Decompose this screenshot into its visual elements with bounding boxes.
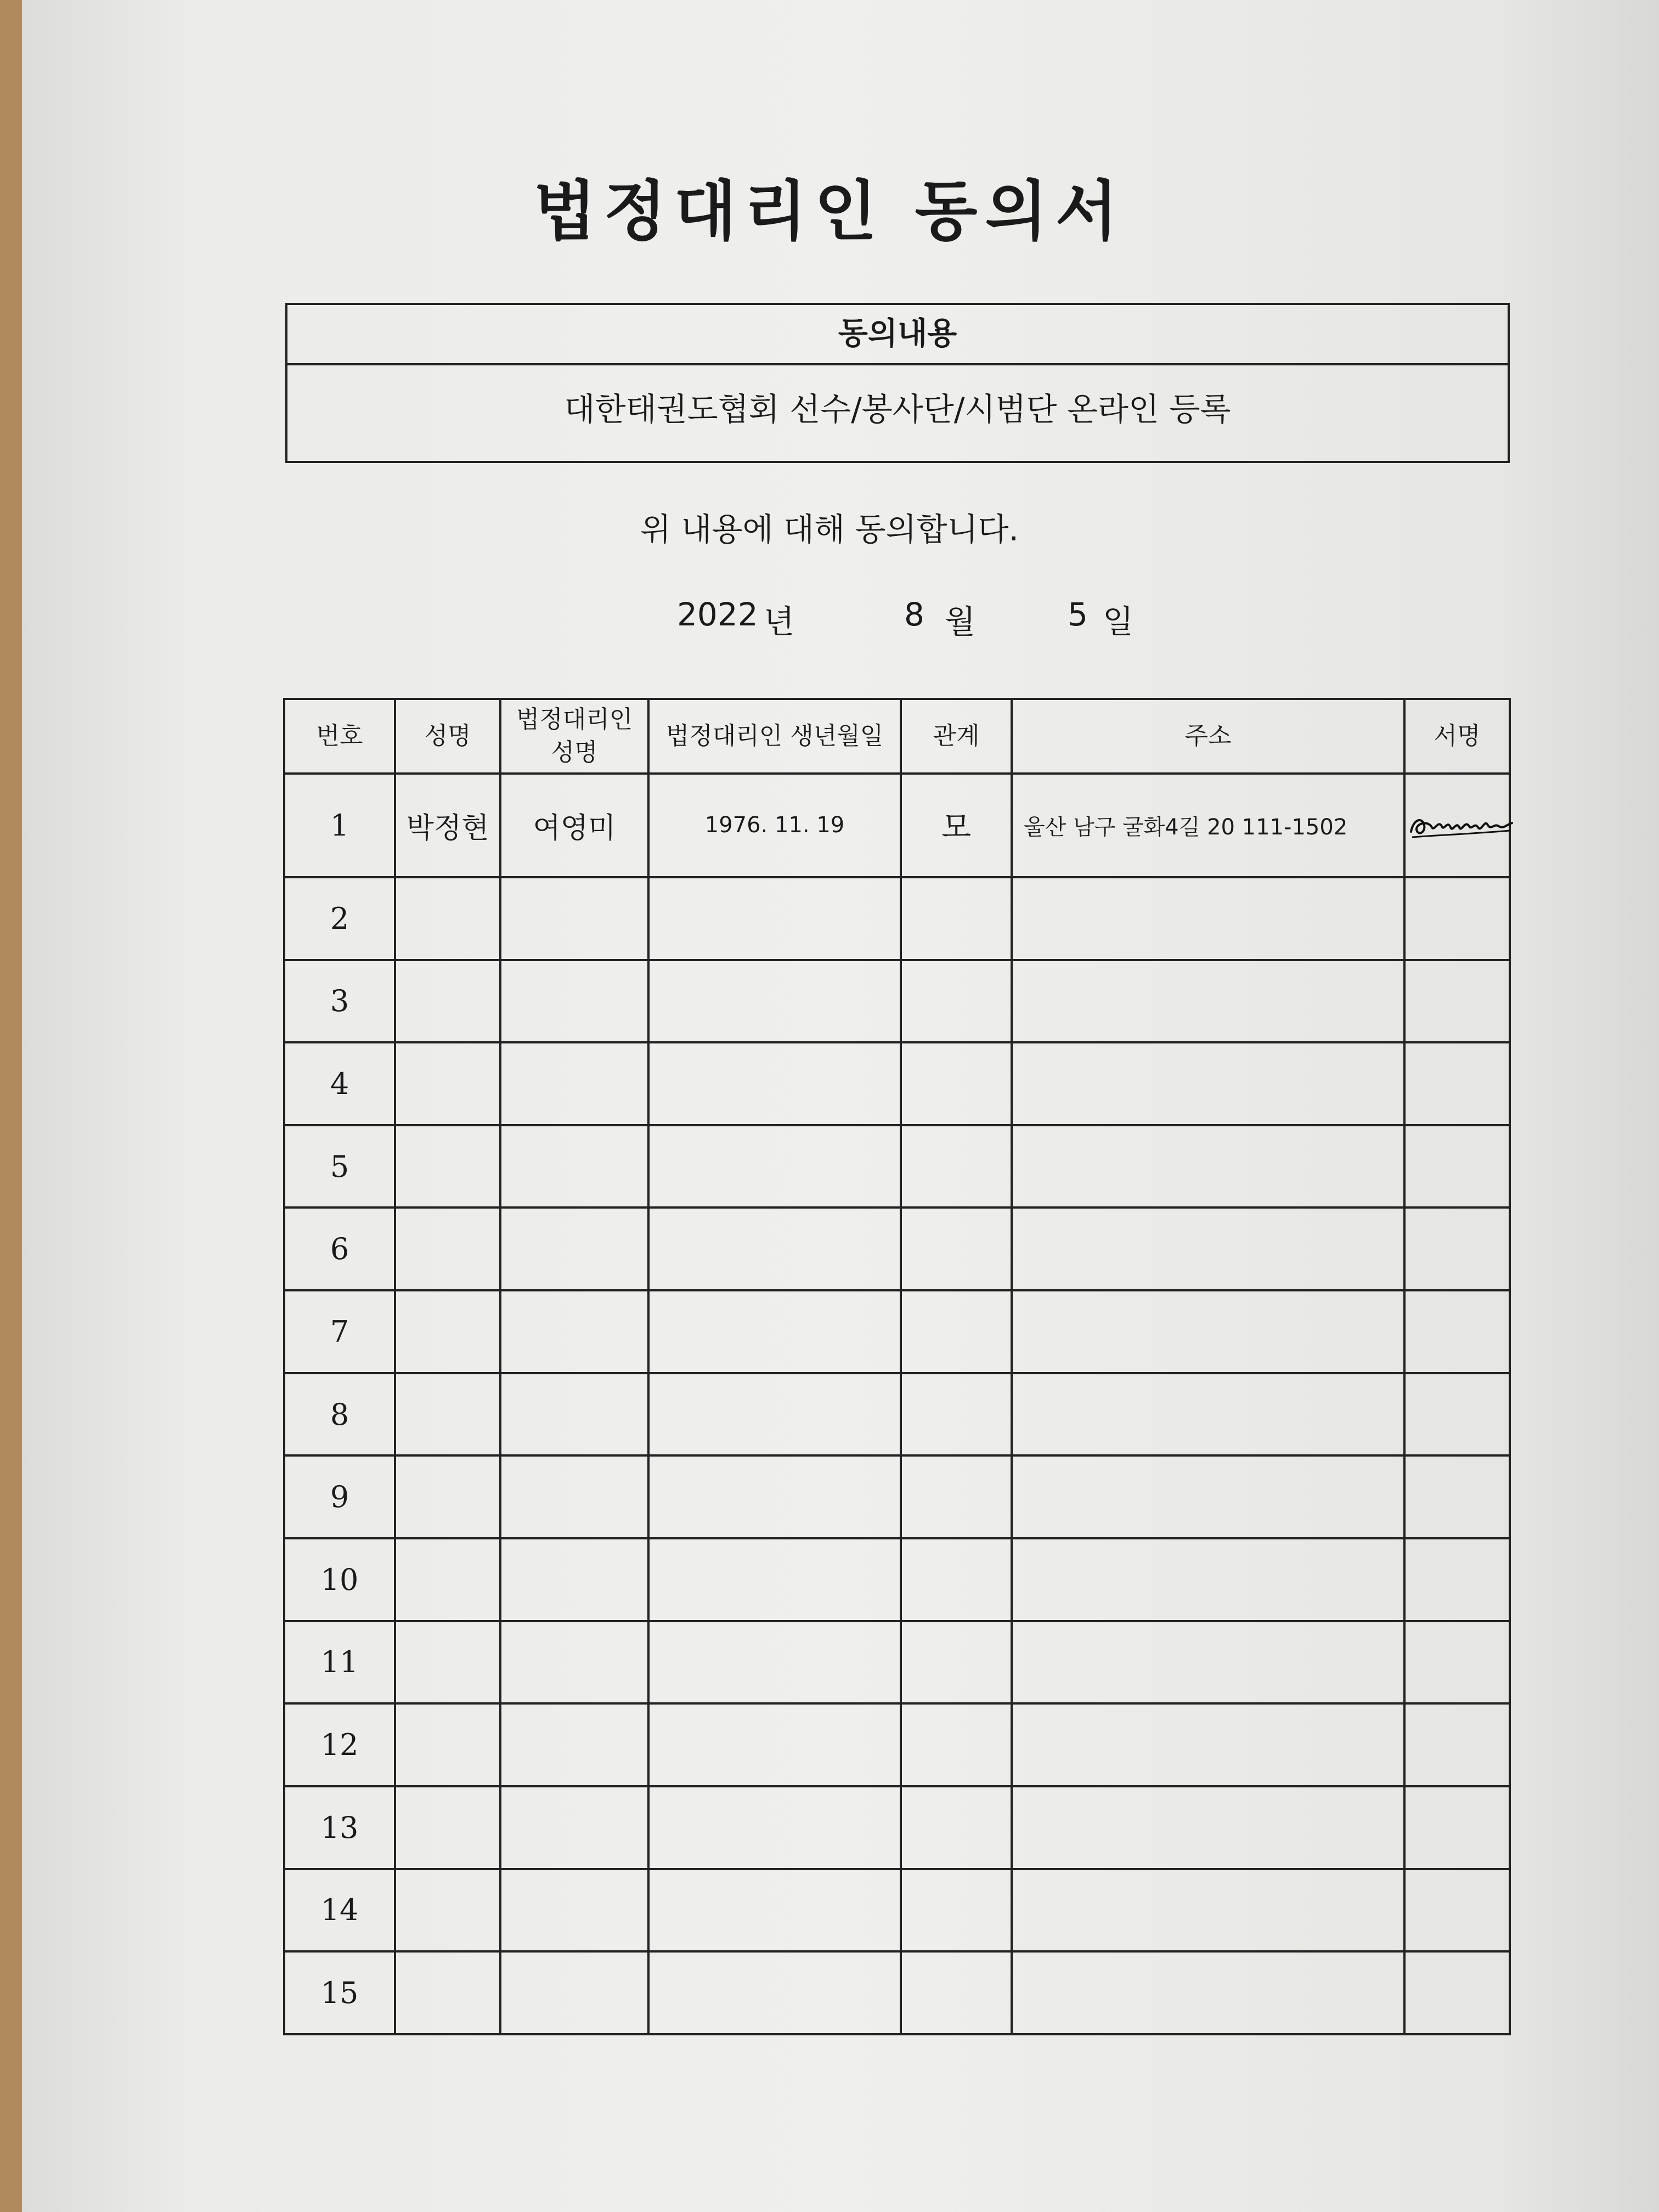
consent-box [285, 303, 1510, 463]
row-relation [901, 1538, 1012, 1621]
header-address: 주소 [1012, 699, 1404, 774]
table-row [284, 1621, 1510, 1704]
date-day-unit: 일 [1103, 603, 1134, 640]
row-guardian-dob [648, 1125, 901, 1208]
row-guardian-dob [648, 1869, 901, 1952]
document-title: 법정대리인 동의서 [533, 173, 1126, 249]
row-address [1012, 1455, 1404, 1538]
table-row [284, 1290, 1510, 1373]
row-name [395, 1951, 500, 2034]
header-relation: 관계 [901, 699, 1012, 774]
row-relation [901, 1207, 1012, 1290]
row-address [1012, 1125, 1404, 1208]
row-guardian-name [500, 1125, 648, 1208]
row-guardian-dob [648, 1290, 901, 1373]
table-header-row [284, 699, 1510, 774]
table-row [284, 1703, 1510, 1786]
row-name [395, 1538, 500, 1621]
row-name: 박정현 [395, 774, 500, 877]
row-guardian-name [500, 1869, 648, 1952]
row-guardian-name [500, 1207, 648, 1290]
row-guardian-dob [648, 1786, 901, 1869]
row-relation [901, 1290, 1012, 1373]
row-address [1012, 1621, 1404, 1704]
row-signature [1404, 1869, 1510, 1952]
row-address [1012, 1786, 1404, 1869]
row-number: 6 [284, 1207, 395, 1290]
row-guardian-dob [648, 960, 901, 1043]
table-row [284, 1951, 1510, 2034]
row-guardian-name [500, 877, 648, 960]
row-address [1012, 1207, 1404, 1290]
row-signature [1404, 1373, 1510, 1456]
row-number: 14 [284, 1869, 395, 1952]
row-guardian-dob: 1976. 11. 19 [648, 774, 901, 877]
row-number: 11 [284, 1621, 395, 1704]
row-signature [1404, 1621, 1510, 1704]
row-name [395, 1125, 500, 1208]
row-guardian-dob [648, 1703, 901, 1786]
row-number: 7 [284, 1290, 395, 1373]
row-signature [1404, 1042, 1510, 1125]
row-guardian-dob [648, 1951, 901, 2034]
row-guardian-dob [648, 1455, 901, 1538]
row-name [395, 1373, 500, 1456]
row-signature [1404, 1290, 1510, 1373]
table-row [284, 774, 1510, 877]
row-guardian-dob [648, 1373, 901, 1456]
row-address [1012, 1703, 1404, 1786]
row-signature [1404, 1538, 1510, 1621]
row-relation [901, 1455, 1012, 1538]
row-signature [1404, 1703, 1510, 1786]
row-guardian-name [500, 1455, 648, 1538]
row-relation [901, 1042, 1012, 1125]
table-row [284, 1042, 1510, 1125]
table-row [284, 1373, 1510, 1456]
row-signature [1404, 877, 1510, 960]
row-guardian-name: 여영미 [500, 774, 648, 877]
row-number: 2 [284, 877, 395, 960]
row-guardian-dob [648, 1207, 901, 1290]
header-guardian-name: 법정대리인 성명 [500, 699, 648, 774]
consent-header: 동의내용 [287, 305, 1508, 365]
row-guardian-dob [648, 877, 901, 960]
row-name [395, 1786, 500, 1869]
row-number: 10 [284, 1538, 395, 1621]
row-guardian-name [500, 1703, 648, 1786]
row-number: 4 [284, 1042, 395, 1125]
row-guardian-name [500, 1290, 648, 1373]
row-signature [1404, 1207, 1510, 1290]
table-row [284, 960, 1510, 1043]
row-address [1012, 1042, 1404, 1125]
date-year-unit: 년 [764, 603, 795, 640]
row-guardian-name [500, 960, 648, 1043]
table-row [284, 877, 1510, 960]
table-row [284, 1869, 1510, 1952]
row-guardian-name [500, 1538, 648, 1621]
row-address [1012, 1538, 1404, 1621]
row-guardian-name [500, 1621, 648, 1704]
row-number: 15 [284, 1951, 395, 2034]
row-signature [1404, 1455, 1510, 1538]
row-address [1012, 1951, 1404, 2034]
row-name [395, 960, 500, 1043]
row-signature [1404, 960, 1510, 1043]
row-address [1012, 1869, 1404, 1952]
row-name [395, 1042, 500, 1125]
header-number: 번호 [284, 699, 395, 774]
row-relation [901, 1621, 1012, 1704]
row-relation [901, 1373, 1012, 1456]
row-address [1012, 1290, 1404, 1373]
row-name [395, 877, 500, 960]
row-signature [1404, 1786, 1510, 1869]
date-month: 8 [904, 596, 924, 633]
handwritten-signature [1406, 803, 1515, 847]
row-guardian-dob [648, 1538, 901, 1621]
row-address [1012, 1373, 1404, 1456]
row-guardian-name [500, 1786, 648, 1869]
row-signature [1404, 1951, 1510, 2034]
row-signature [1404, 774, 1510, 877]
table-row [284, 1786, 1510, 1869]
header-name: 성명 [395, 699, 500, 774]
row-address: 울산 남구 굴화4길 20 111-1502 [1012, 774, 1404, 877]
row-number: 3 [284, 960, 395, 1043]
row-guardian-dob [648, 1042, 901, 1125]
row-number: 13 [284, 1786, 395, 1869]
header-guardian-dob: 법정대리인 생년월일 [648, 699, 901, 774]
row-number: 8 [284, 1373, 395, 1456]
row-relation [901, 1703, 1012, 1786]
table-row [284, 1125, 1510, 1208]
row-relation [901, 1786, 1012, 1869]
row-name [395, 1290, 500, 1373]
row-guardian-name [500, 1042, 648, 1125]
row-relation: 모 [901, 774, 1012, 877]
header-signature: 서명 [1404, 699, 1510, 774]
row-guardian-name [500, 1373, 648, 1456]
agreement-statement: 위 내용에 대해 동의합니다. [640, 511, 1019, 548]
consent-content: 대한태권도협회 선수/봉사단/시범단 온라인 등록 [564, 391, 1231, 428]
row-name [395, 1207, 500, 1290]
date-month-unit: 월 [945, 603, 976, 640]
row-address [1012, 960, 1404, 1043]
row-number: 9 [284, 1455, 395, 1538]
row-relation [901, 1951, 1012, 2034]
table-row [284, 1538, 1510, 1621]
row-number: 1 [284, 774, 395, 877]
row-name [395, 1869, 500, 1952]
row-guardian-dob [648, 1621, 901, 1704]
row-guardian-name [500, 1951, 648, 2034]
date-day: 5 [1068, 596, 1088, 633]
table-row [284, 1207, 1510, 1290]
row-number: 12 [284, 1703, 395, 1786]
date-year: 2022 [677, 596, 758, 633]
row-signature [1404, 1125, 1510, 1208]
signature-table [283, 698, 1511, 2035]
row-name [395, 1703, 500, 1786]
row-address [1012, 877, 1404, 960]
row-relation [901, 1869, 1012, 1952]
row-relation [901, 1125, 1012, 1208]
row-relation [901, 960, 1012, 1043]
row-name [395, 1455, 500, 1538]
row-name [395, 1621, 500, 1704]
table-row [284, 1455, 1510, 1538]
row-relation [901, 877, 1012, 960]
row-number: 5 [284, 1125, 395, 1208]
